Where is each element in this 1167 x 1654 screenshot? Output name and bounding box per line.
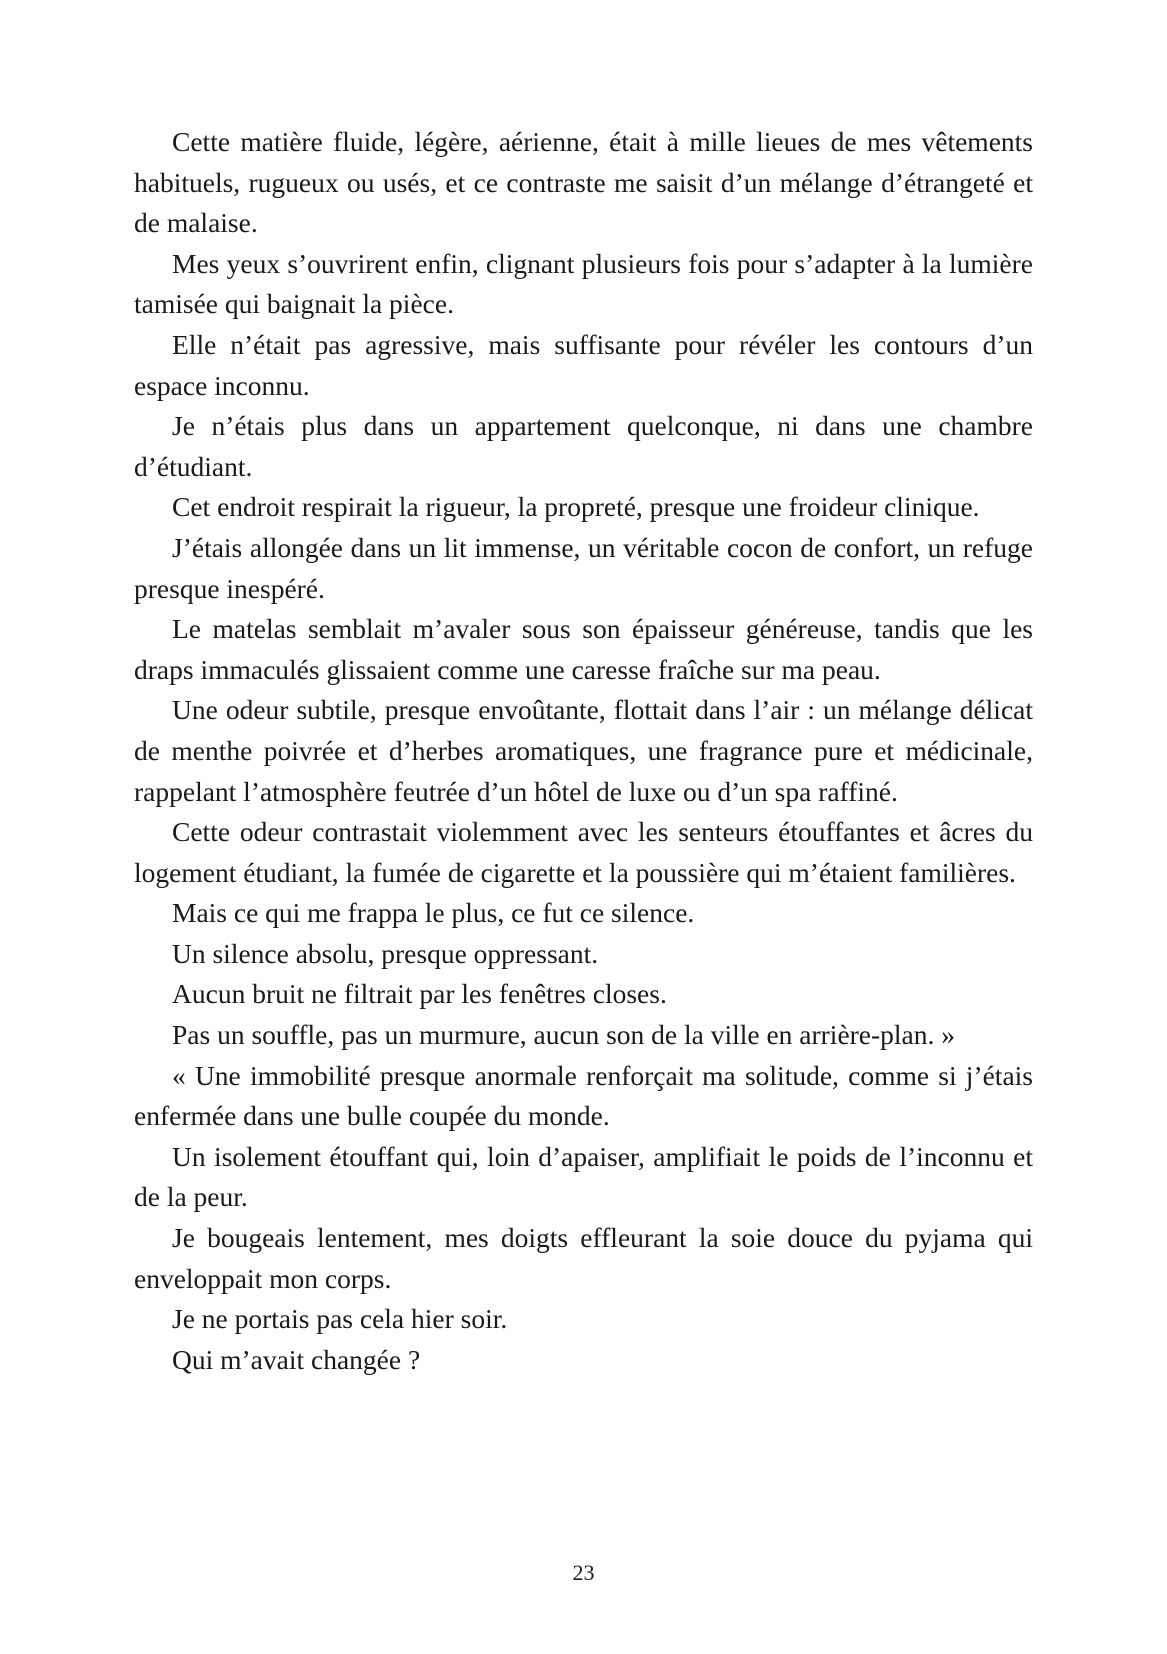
paragraph: Une odeur subtile, presque envoûtante, flottait dans l’air : un mélange délicat de menthe poivrée et d’herbes aromatiques, une fragrance pure et médicinale, rappelant l’atmosphère feutrée d’un hôtel de luxe ou d’un spa raffiné.: [134, 694, 1033, 807]
paragraph: J’étais allongée dans un lit immense, un véritable cocon de confort, un refuge presque inespéré.: [134, 531, 1033, 604]
page-body: [134, 122, 1033, 1380]
paragraph: Un isolement étouffant qui, loin d’apaiser, amplifiait le poids de l’inconnu et de la peur.: [134, 1140, 1033, 1213]
paragraph: Cette matière fluide, légère, aérienne, était à mille lieues de mes vêtements habituels, rugueux ou usés, et ce contraste me saisit d’un mélange d’étrangeté et de malaise.: [134, 126, 1033, 239]
paragraph: Je n’étais plus dans un appartement quelconque, ni dans une chambre d’étudiant.: [134, 410, 1033, 482]
paragraph: Le matelas semblait m’avaler sous son épaisseur généreuse, tandis que les draps immaculés glissaient comme une caresse fraîche sur ma peau.: [134, 613, 1033, 685]
paragraph: Je ne portais pas cela hier soir.: [172, 1303, 508, 1335]
paragraph: Elle n’était pas agressive, mais suffisante pour révéler les contours d’un espace inconnu.: [134, 328, 1033, 401]
paragraph: Mais ce qui me frappa le plus, ce fut ce silence.: [172, 897, 695, 929]
paragraph: Pas un souffle, pas un murmure, aucun son de la ville en arrière-plan. »: [172, 1019, 956, 1051]
paragraph: Aucun bruit ne filtrait par les fenêtres closes.: [172, 978, 667, 1010]
paragraph: Qui m’avait changée ?: [172, 1343, 421, 1375]
paragraph: Un silence absolu, presque oppressant.: [172, 937, 599, 969]
paragraph: Cette odeur contrastait violemment avec les senteurs étouffantes et âcres du logement étudiant, la fumée de cigarette et la poussière qui m’étaient familières.: [134, 816, 1033, 888]
paragraph: Mes yeux s’ouvrirent enfin, clignant plusieurs fois pour s’adapter à la lumière tamisée qui baignait la pièce.: [134, 247, 1033, 320]
paragraph: Je bougeais lentement, mes doigts effleurant la soie douce du pyjama qui enveloppait mon corps.: [134, 1222, 1033, 1294]
page-number: 23: [572, 1560, 595, 1585]
paragraph: « Une immobilité presque anormale renforçait ma solitude, comme si j’étais enfermée dans une bulle coupée du monde.: [134, 1059, 1033, 1132]
paragraph: Cet endroit respirait la rigueur, la propreté, presque une froideur clinique.: [172, 491, 980, 523]
